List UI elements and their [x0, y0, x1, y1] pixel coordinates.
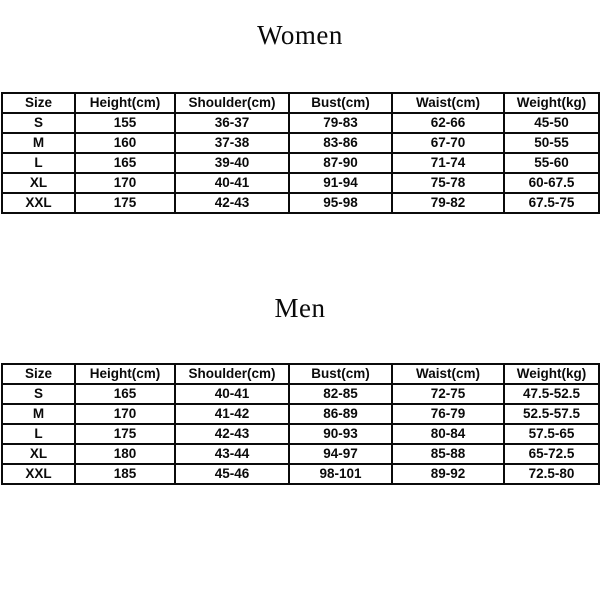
table-cell: S — [2, 113, 75, 133]
table-cell: 94-97 — [289, 444, 392, 464]
table-row — [2, 424, 599, 444]
men-section-title: Men — [274, 293, 326, 323]
table-cell: 89-92 — [392, 464, 504, 484]
table-row — [2, 133, 599, 153]
table-cell: 75-78 — [392, 173, 504, 193]
women-section-title: Women — [257, 20, 343, 50]
table-cell: 180 — [75, 444, 175, 464]
table-cell: L — [2, 424, 75, 444]
column-header: Waist(cm) — [392, 364, 504, 384]
table-cell: XL — [2, 173, 75, 193]
table-cell: 91-94 — [289, 173, 392, 193]
column-header: Weight(kg) — [504, 364, 599, 384]
table-cell: XXL — [2, 464, 75, 484]
table-cell: S — [2, 384, 75, 404]
table-cell: 65-72.5 — [504, 444, 599, 464]
table-cell: 36-37 — [175, 113, 289, 133]
table-cell: 79-82 — [392, 193, 504, 213]
table-cell: 76-79 — [392, 404, 504, 424]
table-cell: M — [2, 404, 75, 424]
table-cell: XXL — [2, 193, 75, 213]
table-cell: 175 — [75, 193, 175, 213]
table-cell: 86-89 — [289, 404, 392, 424]
table-cell: 79-83 — [289, 113, 392, 133]
column-header: Bust(cm) — [289, 364, 392, 384]
table-cell: 165 — [75, 384, 175, 404]
table-cell: 185 — [75, 464, 175, 484]
table-cell: L — [2, 153, 75, 173]
table-cell: 39-40 — [175, 153, 289, 173]
table-cell: 155 — [75, 113, 175, 133]
column-header: Size — [2, 364, 75, 384]
table-cell: 95-98 — [289, 193, 392, 213]
column-header: Weight(kg) — [504, 93, 599, 113]
table-row — [2, 193, 599, 213]
table-cell: 72.5-80 — [504, 464, 599, 484]
table-cell: 87-90 — [289, 153, 392, 173]
table-cell: 60-67.5 — [504, 173, 599, 193]
table-cell: 67-70 — [392, 133, 504, 153]
women-size-table — [1, 92, 600, 214]
table-row — [2, 404, 599, 424]
table-cell: M — [2, 133, 75, 153]
table-cell: 67.5-75 — [504, 193, 599, 213]
table-cell: 160 — [75, 133, 175, 153]
table-cell: 50-55 — [504, 133, 599, 153]
table-cell: XL — [2, 444, 75, 464]
column-header: Shoulder(cm) — [175, 93, 289, 113]
table-cell: 85-88 — [392, 444, 504, 464]
column-header: Waist(cm) — [392, 93, 504, 113]
table-cell: 98-101 — [289, 464, 392, 484]
table-cell: 55-60 — [504, 153, 599, 173]
column-header: Height(cm) — [75, 364, 175, 384]
table-row — [2, 113, 599, 133]
men-size-table — [1, 363, 600, 485]
table-row — [2, 464, 599, 484]
column-header: Size — [2, 93, 75, 113]
header-row — [2, 364, 599, 384]
table-cell: 82-85 — [289, 384, 392, 404]
table-cell: 40-41 — [175, 173, 289, 193]
table-cell: 71-74 — [392, 153, 504, 173]
table-cell: 57.5-65 — [504, 424, 599, 444]
table-cell: 42-43 — [175, 424, 289, 444]
table-row — [2, 384, 599, 404]
column-header: Height(cm) — [75, 93, 175, 113]
table-cell: 62-66 — [392, 113, 504, 133]
table-row — [2, 153, 599, 173]
table-cell: 72-75 — [392, 384, 504, 404]
table-cell: 40-41 — [175, 384, 289, 404]
table-cell: 45-50 — [504, 113, 599, 133]
table-cell: 42-43 — [175, 193, 289, 213]
table-row — [2, 173, 599, 193]
table-cell: 37-38 — [175, 133, 289, 153]
column-header: Shoulder(cm) — [175, 364, 289, 384]
table-cell: 47.5-52.5 — [504, 384, 599, 404]
table-cell: 83-86 — [289, 133, 392, 153]
header-row — [2, 93, 599, 113]
table-cell: 170 — [75, 173, 175, 193]
table-cell: 52.5-57.5 — [504, 404, 599, 424]
table-cell: 90-93 — [289, 424, 392, 444]
table-row — [2, 444, 599, 464]
column-header: Bust(cm) — [289, 93, 392, 113]
table-cell: 43-44 — [175, 444, 289, 464]
table-cell: 80-84 — [392, 424, 504, 444]
table-cell: 165 — [75, 153, 175, 173]
table-cell: 41-42 — [175, 404, 289, 424]
table-cell: 175 — [75, 424, 175, 444]
table-cell: 45-46 — [175, 464, 289, 484]
table-cell: 170 — [75, 404, 175, 424]
